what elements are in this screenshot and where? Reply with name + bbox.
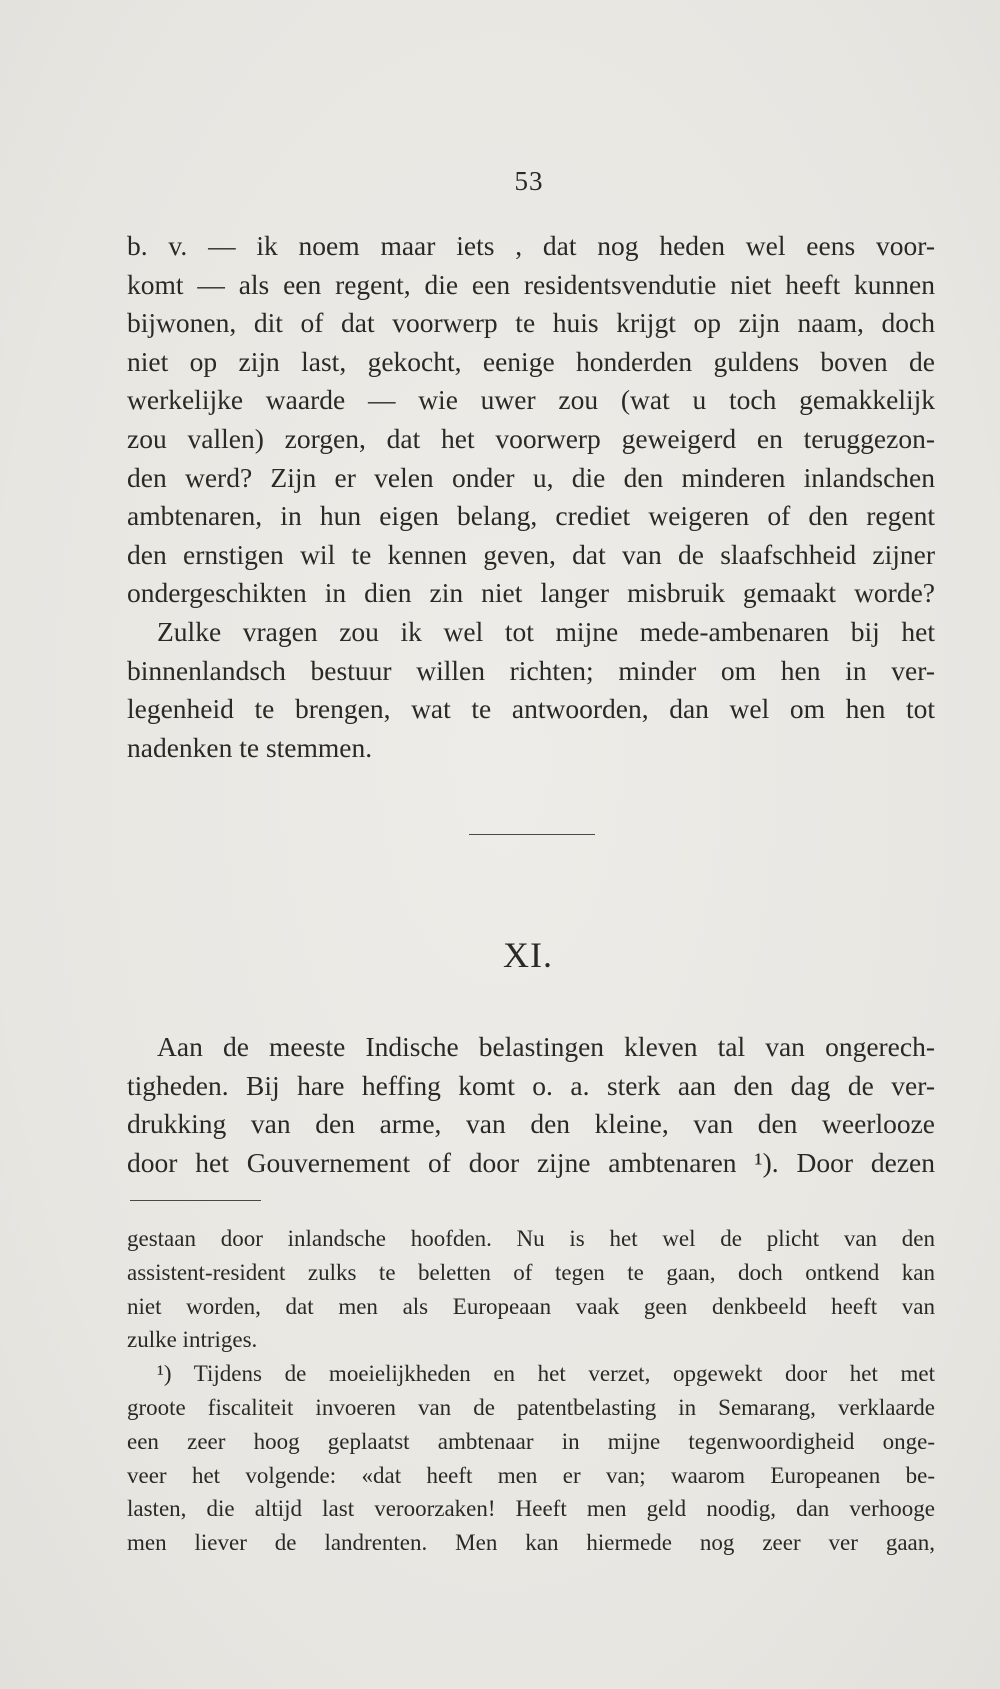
footnote-line: lasten, die altijd last veroorzaken! Heeft men geld noodig, dan verhooge (127, 1496, 935, 1522)
text-line: b. v. — ik noem maar iets , dat nog heden wel eens voor- (127, 230, 935, 261)
text-line: zou vallen) zorgen, dat het voorwerp geweigerd en teruggezon- (127, 422, 935, 454)
footnote-marker: ¹) (157, 1361, 172, 1387)
text-line: binnenlandsch bestuur willen richten; minder om hen in ver- (127, 654, 935, 686)
text-line: Zulke vragen zou ik wel tot mijne mede-ambenaren bij het (157, 615, 935, 647)
footnotes-block (127, 1222, 935, 1560)
footnote-line: zulke intriges. (127, 1327, 258, 1353)
text-line: den werd? Zijn er velen onder u, die den minderen inlandschen (127, 461, 935, 493)
footnote-divider (130, 1200, 261, 1201)
footnote-line: men liever de landrenten. Men kan hiermede nog zeer ver gaan, (127, 1530, 935, 1556)
text-line: drukking van den arme, van den kleine, van den weerlooze (127, 1108, 935, 1140)
footnote-line: een zeer hoog geplaatst ambtenaar in mijne tegenwoordigheid onge- (127, 1428, 935, 1454)
text-line: tigheden. Bij hare heffing komt o. a. sterk aan den dag de ver- (127, 1069, 935, 1101)
footnote-line: niet worden, dat men als Europeaan vaak geen denkbeeld heeft van (127, 1293, 935, 1319)
page-number: 53 (514, 166, 544, 196)
section-heading: XI. (503, 935, 553, 975)
text-line: door het Gouvernement of door zijne ambtenaren ¹). Door dezen (127, 1146, 935, 1178)
section-text-block (127, 1028, 935, 1182)
section-divider (469, 834, 595, 835)
text-line: nadenken te stemmen. (127, 731, 373, 763)
footnote-line: assistent-resident zulks te beletten of tegen te gaan, doch ontkend kan (127, 1259, 935, 1285)
footnote-line: groote fiscaliteit invoeren van de patentbelasting in Semarang, verklaarde (127, 1394, 935, 1420)
text-line: niet op zijn last, gekocht, eenige honderden guldens boven de (127, 345, 935, 377)
text-line: komt — als een regent, die een residentsvendutie niet heeft kunnen (127, 268, 935, 300)
text-line: ambtenaren, in hun eigen belang, crediet weigeren of den regent (127, 500, 935, 532)
footnote-line: veer het volgende: «dat heeft men er van; waarom Europeanen be- (127, 1462, 935, 1488)
text-line: bijwonen, dit of dat voorwerp te huis krijgt op zijn naam, doch (127, 307, 935, 339)
footnote-line: gestaan door inlandsche hoofden. Nu is het wel de plicht van den (127, 1226, 935, 1251)
text-line: legenheid te brengen, wat te antwoorden, dan wel om hen tot (127, 693, 935, 725)
main-text-block (127, 227, 935, 767)
text-line: Aan de meeste Indische belastingen kleven tal van ongerech- (157, 1031, 935, 1062)
footnote-text: Tijdens de moeielijkheden en het verzet, opgewekt door het met (193, 1361, 935, 1387)
footnote-line (127, 1357, 935, 1391)
text-line: werkelijke waarde — wie uwer zou (wat u toch gemakkelijk (127, 384, 935, 416)
text-line: den ernstigen wil te kennen geven, dat van de slaafschheid zijner (127, 538, 935, 570)
text-line: ondergeschikten in dien zin niet langer misbruik gemaakt worde? (127, 577, 935, 609)
